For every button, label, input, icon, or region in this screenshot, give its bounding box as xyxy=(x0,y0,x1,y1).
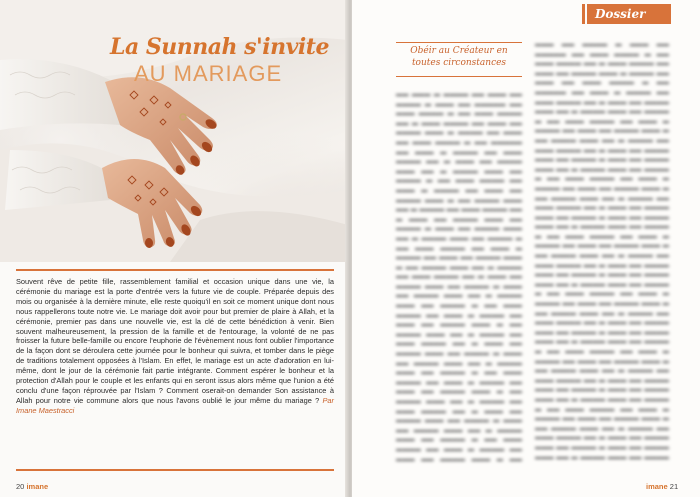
article-title xyxy=(110,34,340,87)
title-line-2: AU MARIAGE xyxy=(134,61,283,86)
left-brand: imane xyxy=(26,482,49,491)
right-brand: imane xyxy=(646,482,668,491)
left-page xyxy=(0,0,348,497)
subhead-bottom-rule xyxy=(396,76,522,77)
section-badge-edge xyxy=(582,4,585,24)
title-line-1: La Sunnah s'invite xyxy=(110,34,329,60)
left-page-number: 20 xyxy=(16,482,25,491)
subhead: Obéir au Créateur en toutes circonstances xyxy=(410,46,508,68)
author-credit: Par Imane Maestracci xyxy=(16,395,334,415)
subhead-top-rule xyxy=(396,42,522,43)
intro-paragraph xyxy=(16,277,334,416)
intro-text: Souvent rêve de petite fille, rassemblement familial et occasion unique dans une vie, la cérémonie du mariage est la porte d'entrée vers la future vie de couple. Préparée depuis des mois ou organisée à la dernière minute, elle reste quoiqu'il en soit ce moment unique dont nous nous rappellerons toute notre vie. Le mariage doit avoir pour but premier de plaire à Allah, et la cérémonie, premier pas dans une nouvelle vie, est la clé de cette bénédiction à venir. Bien souvent malheureusement, la pression de la famille et de l'entourage, la volonté de ne pas froisser la future belle-famille ou encore l'euphorie de l'évènement nous font oublier l'importance de la façon dont se déroulera cette journée pour le bonheur qui suivra, et tomber dans le piège de traditions totalement opposées à l'Islam. En effet, le mariage est un acte d'adoration en lui-même, dont le jour de la cérémonie fait partie intégrante. Comment espérer le bonheur et la protection d'Allah pour le couple et les enfants qui en seront issus alors même que l'union a été conclu d'une façon réprouvée par l'Islam ? Comment oserait-on demander Son assistance à Allah pour notre vie commune alors que nous l'avons oublié le jour même du mariage ? xyxy=(16,277,334,405)
blurred-body-column-2: ▬▬▬ ▬▬ ▬▬▬▬ ▬ ▬▬▬ ▬▬ ▬▬▬▬▬ ▬▬ ▬▬▬ ▬▬▬▬ ▬ ▬▬ ▬▬▬ ▬▬▬▬ ▬▬ ▬ ▬▬▬ ▬▬▬▬ ▬▬ ▬▬▬ ▬▬ ▬▬▬▬ ▬▬▬ ▬ ▬▬▬▬ ▬▬ ▬▬▬ ▬▬ ▬▬▬ ▬▬▬▬ ▬ ▬▬ ▬▬▬▬▬ ▬▬ ▬▬▬ ▬ ▬▬▬▬ ▬▬ ▬▬▬ ▬▬▬▬ ▬▬ ▬ ▬▬▬ ▬▬ ▬▬▬▬ ▬▬▬ ▬▬ ▬ ▬▬▬▬ ▬▬▬ ▬▬ ▬▬▬▬ ▬ ▬▬ ▬▬▬ ▬▬▬▬ ▬▬ ▬▬▬ ▬ ▬▬▬▬ ▬▬ ▬▬▬ ▬▬ ▬▬▬▬ ▬▬▬ ▬ ▬▬ ▬▬▬▬ ▬▬▬ ▬▬ ▬ ▬▬▬▬ ▬▬ ▬▬▬ ▬▬▬▬ ▬▬ ▬ ▬▬▬ ▬▬ ▬▬▬▬ ▬▬▬ ▬▬ ▬▬▬▬ ▬ ▬▬▬ ▬▬ ▬▬▬▬ ▬▬▬ ▬▬ ▬ ▬▬▬▬ ▬▬▬ ▬▬ ▬▬▬▬ ▬ ▬▬ ▬▬▬ ▬▬▬▬ ▬▬ ▬▬▬ ▬ ▬▬▬▬ ▬▬ ▬▬▬ ▬▬ ▬▬▬▬ ▬▬▬ ▬ ▬▬ ▬▬▬▬ ▬▬▬ ▬▬ ▬ ▬▬▬▬ ▬▬ ▬▬▬ ▬▬▬▬ ▬▬ ▬ ▬▬▬ ▬▬ ▬▬▬▬ ▬▬▬ ▬▬ ▬▬▬▬ ▬ ▬▬▬ ▬▬ ▬▬▬▬ ▬▬▬ ▬▬ ▬ ▬▬▬▬ ▬▬▬ ▬▬ ▬▬▬▬ ▬ ▬▬ ▬▬▬ ▬▬▬▬ ▬▬ ▬▬▬ ▬ ▬▬▬▬ ▬▬ ▬▬▬ ▬▬ ▬▬▬▬ ▬▬▬ ▬ ▬▬ ▬▬▬▬ ▬▬▬ ▬▬ ▬ ▬▬▬▬ ▬▬ ▬▬▬ ▬▬▬▬ ▬▬ ▬ ▬▬▬ ▬▬ ▬▬▬▬ ▬▬▬ ▬▬ ▬▬▬▬ ▬ ▬▬▬ ▬▬ ▬▬▬▬ ▬▬▬ ▬▬ ▬ ▬▬▬▬ ▬▬▬ ▬▬ ▬▬▬▬ ▬ ▬▬ ▬▬▬ ▬▬▬▬ ▬▬ ▬▬▬ ▬ ▬▬▬▬ ▬▬ ▬▬▬ ▬▬ ▬▬▬▬ ▬▬▬ ▬ ▬▬ ▬▬▬▬ ▬▬▬ ▬▬ ▬ ▬▬▬▬ ▬▬ ▬▬▬ ▬▬▬▬ ▬▬ ▬ ▬▬▬ ▬▬ ▬▬▬▬ ▬▬▬ ▬▬ ▬▬▬▬ ▬ ▬▬▬ ▬▬ ▬▬▬▬ ▬▬▬ ▬▬ ▬ ▬▬▬▬ ▬▬▬ ▬▬ ▬▬▬▬ ▬ ▬▬ ▬▬▬ ▬▬▬▬ ▬▬ ▬▬▬ ▬ ▬▬▬▬ ▬▬ ▬▬▬ ▬▬ ▬▬▬▬ ▬▬▬ ▬ ▬▬ ▬▬▬▬ ▬▬▬ ▬▬ ▬ ▬▬▬▬ ▬▬ ▬▬▬ ▬▬▬▬ ▬▬ ▬ ▬▬▬ ▬▬ ▬▬▬▬ ▬▬▬ ▬▬ ▬▬▬▬ ▬ ▬▬▬ ▬▬ ▬▬▬▬ ▬▬▬ ▬▬ ▬ ▬▬▬▬ ▬▬▬ ▬▬ ▬▬▬▬ ▬ ▬▬ ▬▬▬ ▬▬▬▬ ▬▬ ▬▬▬ ▬ ▬▬▬▬ ▬▬ ▬▬▬ ▬▬ ▬▬▬▬ ▬▬▬ ▬ ▬▬ ▬▬▬▬ ▬▬▬ ▬▬ ▬ ▬▬▬▬ ▬▬ ▬▬▬ ▬▬▬▬ ▬▬ ▬ ▬▬▬ ▬▬ ▬▬▬▬ ▬▬▬ ▬▬ ▬▬▬▬ ▬ ▬▬▬ ▬▬ ▬▬▬▬ ▬▬▬ ▬▬ ▬ ▬▬▬▬ ▬▬▬ ▬▬ ▬▬▬▬ xyxy=(535,41,669,461)
intro-top-rule xyxy=(16,269,334,271)
section-badge: Dossier xyxy=(587,4,671,24)
intro-bottom-rule xyxy=(16,469,334,471)
bride-hands-photo xyxy=(0,0,348,262)
right-page-number: 21 xyxy=(669,482,679,491)
blurred-body-column-1: ▬▬ ▬▬▬ ▬ ▬▬▬▬ ▬▬ ▬▬▬ ▬▬ ▬▬▬▬ ▬ ▬▬▬ ▬▬ ▬▬▬▬▬ ▬▬ ▬▬▬ ▬▬▬▬ ▬ ▬▬ ▬▬▬ ▬▬▬▬ ▬▬ ▬ ▬▬▬ ▬▬▬▬ ▬▬ ▬▬▬ ▬▬ ▬▬▬▬ ▬▬▬ ▬ ▬▬▬▬ ▬▬ ▬▬▬ ▬▬ ▬▬▬ ▬▬▬▬ ▬ ▬▬ ▬▬▬▬▬ ▬▬ ▬▬▬ ▬ ▬▬▬▬ ▬▬ ▬▬▬ ▬▬▬▬ ▬▬ ▬ ▬▬▬ ▬▬ ▬▬▬▬ ▬▬▬ ▬▬ ▬ ▬▬▬▬ ▬▬▬ ▬▬ ▬▬▬▬ ▬ ▬▬ ▬▬▬ ▬▬▬▬ ▬▬ ▬▬▬ ▬ ▬▬▬▬ ▬▬ ▬▬▬ ▬▬ ▬▬▬▬ ▬▬▬ ▬ ▬▬ ▬▬▬▬ ▬▬▬ ▬▬ ▬ ▬▬▬▬ ▬▬ ▬▬▬ ▬▬▬▬ ▬▬ ▬ ▬▬▬ ▬▬ ▬▬▬▬ ▬▬▬ ▬▬ ▬▬▬▬ ▬ ▬▬▬ ▬▬ ▬▬▬▬ ▬▬▬ ▬▬ ▬ ▬▬▬▬ ▬▬▬ ▬▬ ▬▬▬▬ ▬ ▬▬ ▬▬▬ ▬▬▬▬ ▬▬ ▬▬▬ ▬ ▬▬▬▬ ▬▬ ▬▬▬ ▬▬ ▬▬▬▬ ▬▬▬ ▬ ▬▬ ▬▬▬▬ ▬▬▬ ▬▬ ▬ ▬▬▬▬ ▬▬ ▬▬▬ ▬▬▬▬ ▬▬ ▬ ▬▬▬ ▬▬ ▬▬▬▬ ▬▬▬ ▬▬ ▬▬▬▬ ▬ ▬▬▬ ▬▬ ▬▬▬▬ ▬▬▬ ▬▬ ▬ ▬▬▬▬ ▬▬▬ ▬▬ ▬▬▬▬ ▬ ▬▬ ▬▬▬ ▬▬▬▬ ▬▬ ▬▬▬ ▬ ▬▬▬▬ ▬▬ ▬▬▬ ▬▬ ▬▬▬▬ ▬▬▬ ▬ ▬▬ ▬▬▬▬ ▬▬▬ ▬▬ ▬ ▬▬▬▬ ▬▬ ▬▬▬ ▬▬▬▬ ▬▬ ▬ ▬▬▬ ▬▬ ▬▬▬▬ ▬▬▬ ▬▬ ▬▬▬▬ ▬ ▬▬▬ ▬▬ ▬▬▬▬ ▬▬▬ ▬▬ ▬ ▬▬▬▬ ▬▬▬ ▬▬ ▬▬▬▬ ▬ ▬▬ ▬▬▬ ▬▬▬▬ ▬▬ ▬▬▬ ▬ ▬▬▬▬ ▬▬ ▬▬▬ ▬▬ ▬▬▬▬ ▬▬▬ ▬ ▬▬ ▬▬▬▬ ▬▬▬ ▬▬ ▬ ▬▬▬▬ ▬▬ ▬▬▬ ▬▬▬▬ ▬▬ ▬ ▬▬▬ ▬▬ ▬▬▬▬ ▬▬▬ ▬▬ ▬▬▬▬ ▬ ▬▬▬ ▬▬ ▬▬▬▬ ▬▬▬ ▬▬ ▬ ▬▬▬▬ ▬▬▬ ▬▬ ▬▬▬▬ ▬ ▬▬ ▬▬▬ ▬▬▬▬ ▬▬ ▬▬▬ ▬ ▬▬▬▬ ▬▬ ▬▬▬ ▬▬ ▬▬▬▬ ▬▬▬ ▬ ▬▬ xyxy=(396,91,522,462)
right-folio xyxy=(646,482,678,491)
left-folio xyxy=(16,482,48,491)
